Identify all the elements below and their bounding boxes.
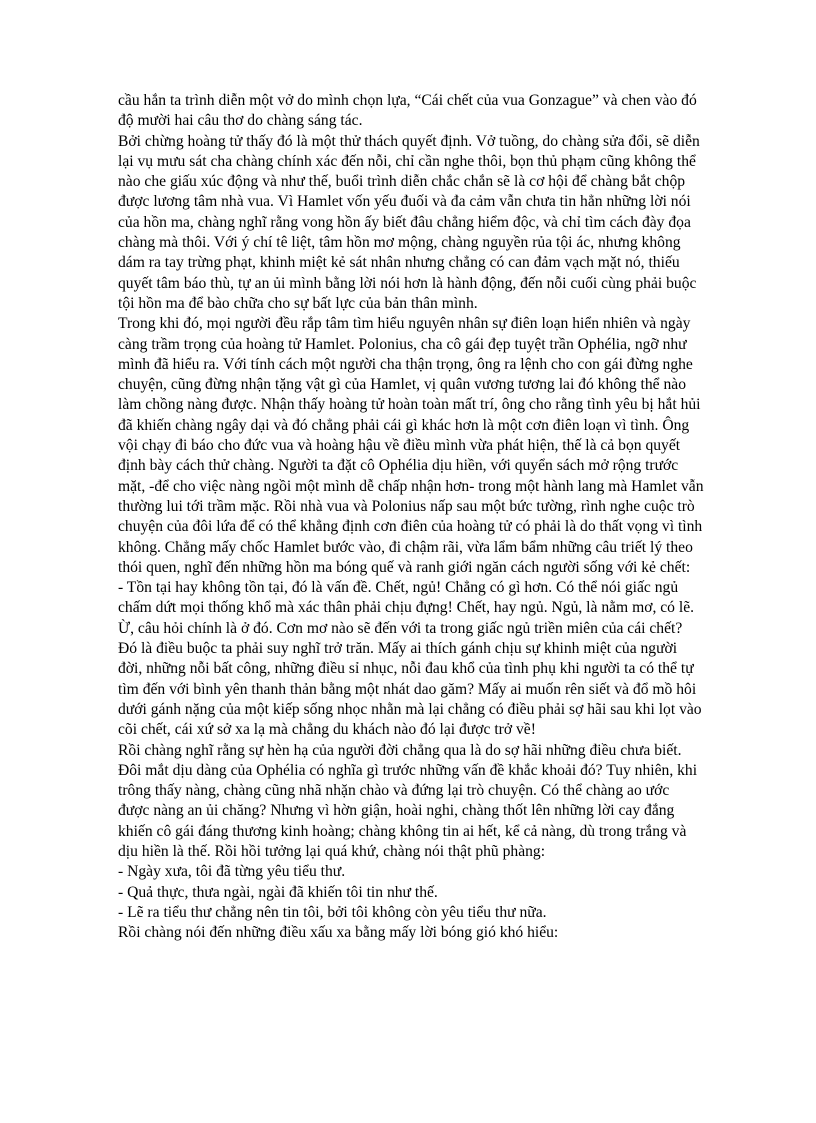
paragraph-closing: Rồi chàng nói đến những điều xấu xa bằng mấy lời bóng gió khó hiểu: (118, 924, 559, 942)
dialogue-line: - Ngày xưa, tôi đã từng yêu tiểu thư. (118, 863, 346, 881)
paragraph-polonius-plan: Trong khi đó, mọi người đều rắp tâm tìm hiểu nguyên nhân sự điên loạn hiển nhiên và ngày càng trầm trọng của hoàng tử Hamlet. Polonius, cha cô gái đẹp tuyệt trần Ophélia, ngỡ như mình đã hiểu ra. Với tính cách một người cha thận trọng, ông ra lệnh cho con gái đừng nghe chuyện, cũng đừng nhận tặng vật gì của Hamlet, vị quân vương tương lai đó không thể nào làm chồng nàng được. Nhận thấy hoàng tử hoàn toàn mất trí, ông cho rằng tình yêu bị hắt hủi đã khiến chàng ngây dại và đó chẳng phải cái gì khác hơn là một cơn điên loạn vì tình. Ông vội chạy đi báo cho đức vua và hoàng hậu về điều mình vừa phát hiện, thế là cả bọn quyết định bày cách thử chàng. Người ta đặt cô Ophélia dịu hiền, với quyển sách mở rộng trước mặt, -để cho việc nàng ngồi một mình dễ chấp nhận hơn- trong một hành lang mà Hamlet vẫn thường lui tới trầm mặc. Rồi nhà vua và Polonius nấp sau một bức tường, rình nghe cuộc trò chuyện của đôi lứa để có thể khẳng định cơn điên của hoàng tử có phải là do thất vọng vì tình không. Chẳng mấy chốc Hamlet bước vào, đi chậm rãi, vừa lẩm bẩm những câu triết lý theo thói quen, nghĩ đến những hồn ma bóng quế và ranh giới ngăn cách người sống với kẻ chết: (118, 315, 704, 576)
document-page (118, 91, 704, 943)
paragraph-soliloquy: - Tồn tại hay không tồn tại, đó là vấn đề. Chết, ngủ! Chẳng có gì hơn. Có thể nói giấc ngủ chấm dứt mọi thống khổ mà xác thân phải chịu đựng! Chết, hay ngủ. Ngủ, là nằm mơ, có lẽ. Ừ, câu hỏi chính là ở đó. Cơn mơ nào sẽ đến với ta trong giấc ngủ triền miên của cái chết? Đó là điều buộc ta phải suy nghĩ trở trăn. Mấy ai thích gánh chịu sự khinh miệt của người đời, những nỗi bất công, những điều sỉ nhục, nỗi đau khổ của tình phụ khi người ta có thể tự tìm đến với bình yên thanh thản bằng một nhát dao găm? Mấy ai muốn rên siết và đổ mồ hôi dưới gánh nặng của một kiếp sống nhọc nhằn mà lại chẳng có điều phải sợ hãi sau khi lọt vào cõi chết, cái xứ sở xa lạ mà chẳng du khách nào đó lại được trở về! (118, 579, 702, 739)
dialogue-line: - Quả thực, thưa ngài, ngài đã khiến tôi tin như thế. (118, 883, 438, 901)
dialogue-line: - Lẽ ra tiểu thư chẳng nên tin tôi, bởi tôi không còn yêu tiểu thư nữa. (118, 903, 547, 921)
paragraph-test-decision: Bởi chừng hoàng tử thấy đó là một thử thách quyết định. Vở tuồng, do chàng sửa đổi, sẽ diễn lại vụ mưu sát cha chàng chính xác đến nỗi, chỉ cần nghe thôi, bọn thủ phạm cũng không thể nào che giấu xúc động và như thế, buổi trình diễn chắc chắn sẽ là cơ hội để chàng bắt chộp được lương tâm nhà vua. Vì Hamlet vốn yếu đuối và đa cảm vẫn chưa tin hẳn những lời nói của hồn ma, chàng nghĩ rằng vong hồn ấy biết đâu chẳng hiểm độc, và chỉ tìm cách đày đọa chàng mà thôi. Với ý chí tê liệt, tâm hồn mơ mộng, chàng nguyền rủa tội ác, nhưng không dám ra tay trừng phạt, khinh miệt kẻ sát nhân nhưng chẳng có can đảm vạch mặt nó, thiếu quyết tâm báo thù, tự an ủi mình bằng lời nói hơn là hành động, đến nỗi cuối cùng phải buộc tội hồn ma để bào chữa cho sự bất lực của bản thân mình. (118, 132, 700, 312)
paragraph-ophelia-meeting: Rồi chàng nghĩ rằng sự hèn hạ của người đời chẳng qua là do sợ hãi những điều chưa biết. Đôi mắt dịu dàng của Ophélia có nghĩa gì trước những vấn đề khắc khoải đó? Tuy nhiên, khi trông thấy nàng, chàng cũng nhã nhặn chào và đứng lại trò chuyện. Có thể chàng ao ước được nàng an ủi chăng? Nhưng vì hờn giận, hoài nghi, chàng thốt lên những lời cay đắng khiến cô gái đáng thương kinh hoàng; chàng không tin ai hết, kể cả nàng, dù trong trắng và dịu hiền là thế. Rồi hồi tưởng lại quá khứ, chàng nói thật phũ phàng: (118, 741, 698, 860)
paragraph-play-request: cầu hắn ta trình diễn một vở do mình chọn lựa, “Cái chết của vua Gonzague” và chen vào đó độ mười hai câu thơ do chàng sáng tác. (118, 92, 697, 130)
